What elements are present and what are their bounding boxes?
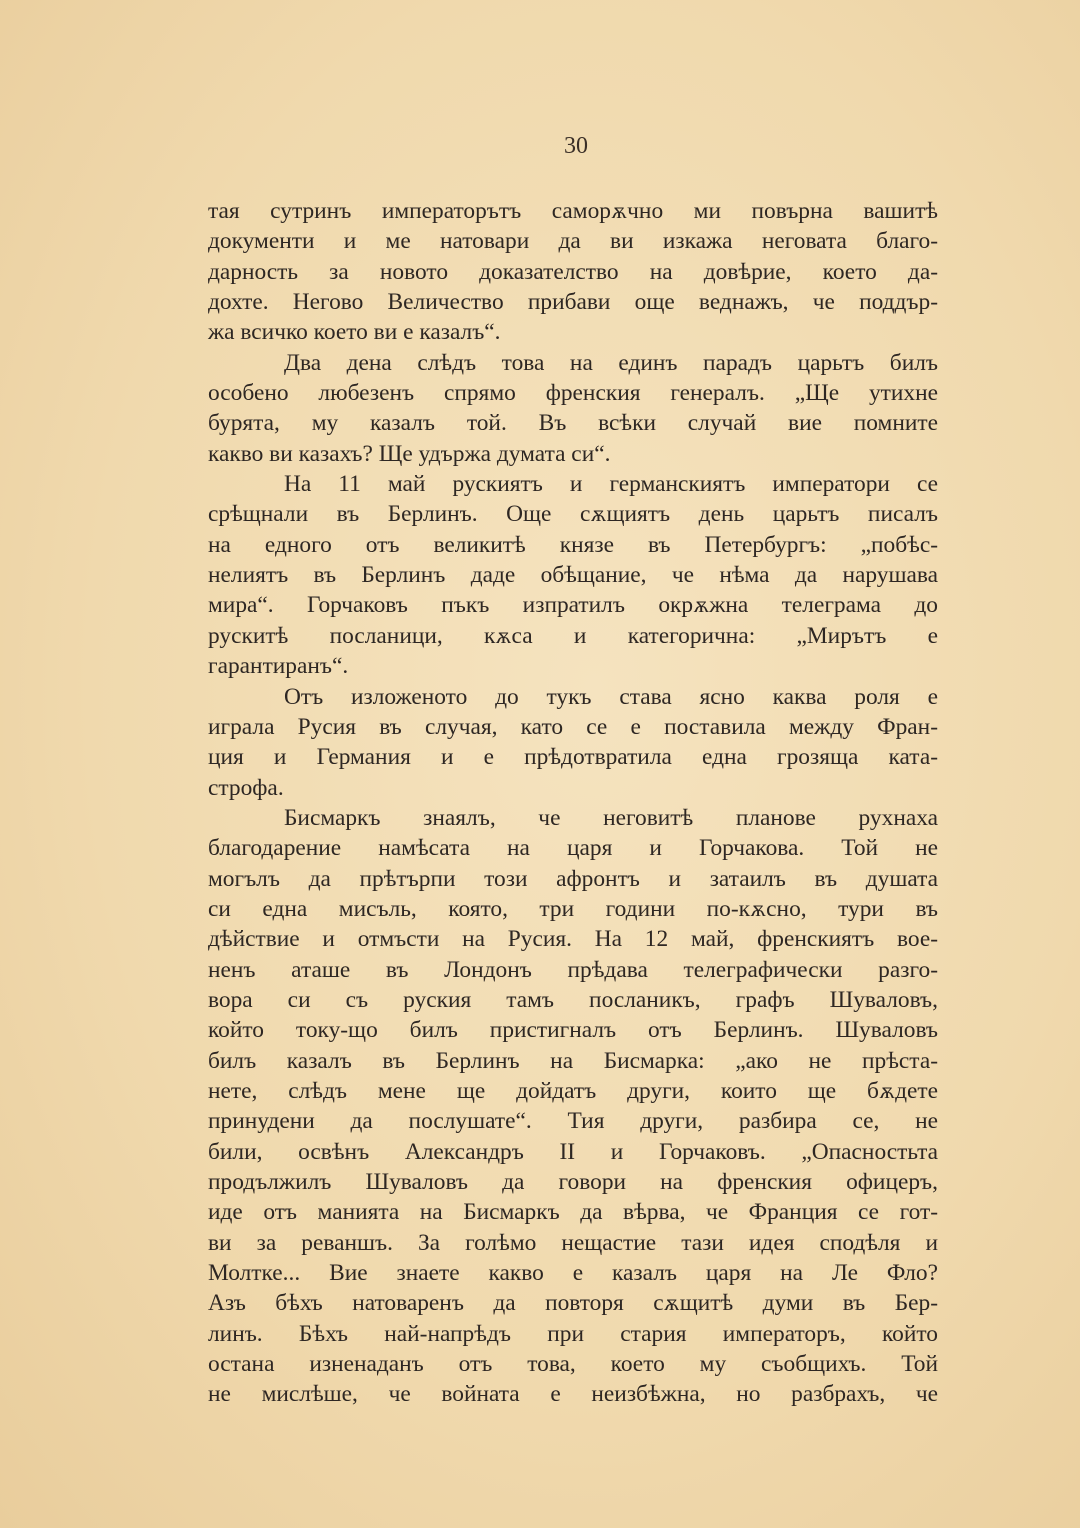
text-line: си една мисъль, която, три години по-кѫсно, тури въ xyxy=(208,895,938,922)
text-line: ви за реваншъ. За голѣмо нещастие тази идея сподѣля и xyxy=(208,1229,938,1256)
text-line: билъ казалъ въ Берлинъ на Бисмарка: „ако не прѣста- xyxy=(208,1047,938,1074)
text-line: документи и ме натовари да ви изкажа неговата благо- xyxy=(208,228,938,255)
text-line: дохте. Негово Величество прибави още веднажъ, че поддър- xyxy=(208,289,938,316)
text-line: Азъ бѣхъ натоваренъ да повторя сѫщитѣ думи въ Бер- xyxy=(208,1290,938,1317)
text-line: дарность за новото доказателство на довѣрие, което да- xyxy=(208,258,938,285)
text-line: остана изненаданъ отъ това, което му съобщихъ. Той xyxy=(208,1351,938,1378)
body-text xyxy=(208,196,938,1410)
page-number: 30 xyxy=(564,133,588,159)
text-line: нелиятъ въ Берлинъ даде обѣщание, че нѣма да нарушава xyxy=(208,562,938,589)
text-line: рускитѣ посланици, кѫса и категорична: „Мирътъ е xyxy=(208,622,938,649)
text-line: особено любезенъ спрямо френския генералъ. „Ще утихне xyxy=(208,380,938,407)
text-line: бурята, му казалъ той. Въ всѣки случай вие помните xyxy=(208,410,938,437)
text-line: жа всичко което ви е казалъ“. xyxy=(208,319,501,346)
text-line: Бисмаркъ знаялъ, че неговитѣ планове рухнаха xyxy=(284,804,938,831)
text-line: строфа. xyxy=(208,774,284,801)
text-line: нете, слѣдъ мене ще дойдатъ други, които ще бѫдете xyxy=(208,1077,938,1104)
text-line: дѣйствие и отмъсти на Русия. На 12 май, френскиятъ вое- xyxy=(208,926,938,953)
text-line: на едного отъ великитѣ князе въ Петербургъ: „побѣс- xyxy=(208,531,938,558)
text-line: тая сутринъ императорътъ саморѫчно ми повърна вашитѣ xyxy=(208,198,938,224)
text-line: Отъ изложеното до тукъ става ясно каква роля е xyxy=(284,683,938,710)
text-line: какво ви казахъ? Ще удържа думата си“. xyxy=(208,440,611,467)
text-line: Два дена слѣдъ това на единъ парадъ царьтъ билъ xyxy=(284,349,938,376)
text-line: Молтке... Вие знаете какво е казалъ царя на Ле Фло? xyxy=(208,1260,938,1287)
text-line: мира“. Горчаковъ пъкъ изпратилъ окрѫжна телеграма до xyxy=(208,592,938,619)
text-line: ненъ аташе въ Лондонъ прѣдава телеграфически разго- xyxy=(208,956,938,983)
text-line: срѣщнали въ Берлинъ. Още сѫщиятъ день царьтъ писалъ xyxy=(208,501,938,528)
text-line: не мислѣше, че войната е неизбѣжна, но разбрахъ, че xyxy=(208,1381,938,1408)
text-line: На 11 май рускиятъ и германскиятъ императори се xyxy=(284,471,938,498)
text-line: били, освѣнъ Александръ II и Горчаковъ. „Опасностьта xyxy=(208,1138,938,1165)
text-line: който току-що билъ пристигналъ отъ Берлинъ. Шуваловъ xyxy=(208,1017,938,1044)
text-line: могълъ да прѣтърпи този афронтъ и затаилъ въ душата xyxy=(208,865,938,892)
text-line: играла Русия въ случая, като се е поставила между Фран- xyxy=(208,713,938,740)
text-line: принудени да послушате“. Тия други, разбира се, не xyxy=(208,1108,938,1135)
text-line: иде отъ манията на Бисмаркъ да вѣрва, че Франция се гот- xyxy=(208,1199,938,1226)
text-line: благодарение намѣсата на царя и Горчакова. Той не xyxy=(208,835,938,862)
text-line: гарантиранъ“. xyxy=(208,653,349,680)
text-line: ция и Германия и е прѣдотвратила една грозяща ката- xyxy=(208,744,938,771)
text-line: линъ. Бѣхъ най-напрѣдъ при стария императоръ, който xyxy=(208,1320,938,1347)
text-line: вора си съ руския тамъ посланикъ, графъ Шуваловъ, xyxy=(208,986,938,1013)
text-line: продължилъ Шуваловъ да говори на френския офицеръ, xyxy=(208,1169,938,1195)
